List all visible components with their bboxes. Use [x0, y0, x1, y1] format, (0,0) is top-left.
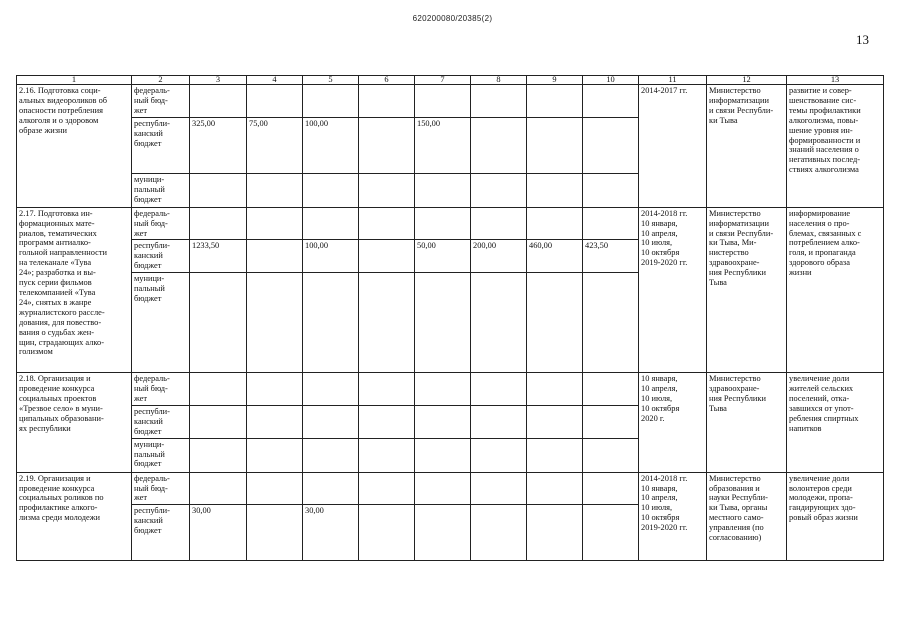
timeline: 10 января, 10 апреля, 10 июля, 10 октября 2020 г.: [639, 373, 707, 472]
column-number: 2: [132, 76, 190, 85]
funding-value: [359, 117, 415, 173]
column-number: 1: [17, 76, 132, 85]
funding-value: [303, 405, 359, 438]
funding-value: 423,50: [583, 240, 639, 273]
funding-value: [247, 173, 303, 207]
funding-value: [583, 273, 639, 373]
funding-value: [247, 373, 303, 406]
funding-source: федераль- ный бюд- жет: [132, 207, 190, 240]
funding-value: [471, 117, 527, 173]
executor: Министерство информатизации и связи Республи- ки Тыва: [707, 85, 787, 208]
funding-value: [471, 373, 527, 406]
funding-value: 75,00: [247, 117, 303, 173]
column-number: 7: [415, 76, 471, 85]
funding-value: [247, 405, 303, 438]
program-table: [16, 75, 884, 561]
column-number: 9: [527, 76, 583, 85]
funding-source: муници- пальный бюджет: [132, 273, 190, 373]
funding-value: [190, 438, 247, 472]
funding-value: [190, 207, 247, 240]
funding-value: [190, 373, 247, 406]
funding-value: [247, 472, 303, 505]
funding-value: [359, 173, 415, 207]
funding-source: республи- канский бюджет: [132, 405, 190, 438]
funding-source: республи- канский бюджет: [132, 117, 190, 173]
funding-value: [303, 173, 359, 207]
funding-source: муници- пальный бюджет: [132, 173, 190, 207]
funding-value: [583, 472, 639, 505]
funding-value: [471, 405, 527, 438]
funding-source: федераль- ный бюд- жет: [132, 373, 190, 406]
funding-value: [415, 405, 471, 438]
funding-value: 30,00: [190, 505, 247, 561]
page-number: 13: [856, 32, 869, 47]
column-number: 12: [707, 76, 787, 85]
funding-value: [527, 117, 583, 173]
funding-value: [247, 273, 303, 373]
table-row: [17, 373, 884, 406]
funding-value: [527, 273, 583, 373]
funding-value: 50,00: [415, 240, 471, 273]
funding-value: [471, 173, 527, 207]
timeline: 2014-2017 гг.: [639, 85, 707, 208]
expected-result: увеличение доли жителей сельских поселений, отка- завшихся от упот- ребления спиртных напитков: [787, 373, 884, 472]
funding-value: [303, 207, 359, 240]
funding-value: [415, 472, 471, 505]
funding-value: [471, 207, 527, 240]
funding-value: 200,00: [471, 240, 527, 273]
column-number: 6: [359, 76, 415, 85]
funding-value: [247, 207, 303, 240]
funding-source: республи- канский бюджет: [132, 240, 190, 273]
table-row: [17, 85, 884, 118]
funding-value: [527, 207, 583, 240]
column-number: 5: [303, 76, 359, 85]
timeline: 2014-2018 гг. 10 января, 10 апреля, 10 июля, 10 октября 2019-2020 гг.: [639, 472, 707, 561]
funding-value: [527, 472, 583, 505]
funding-value: [415, 207, 471, 240]
funding-value: [415, 85, 471, 118]
funding-value: [303, 373, 359, 406]
column-number: 13: [787, 76, 884, 85]
funding-value: [583, 207, 639, 240]
funding-value: [527, 505, 583, 561]
timeline: 2014-2018 гг. 10 января, 10 апреля, 10 июля, 10 октября 2019-2020 гг.: [639, 207, 707, 372]
funding-value: [247, 85, 303, 118]
funding-value: [359, 85, 415, 118]
measure-name: 2.18. Организация и проведение конкурса социальных проектов «Трезвое село» в муни- ципальных образовани- ях республики: [17, 373, 132, 472]
funding-value: [583, 85, 639, 118]
funding-value: [527, 373, 583, 406]
funding-value: [471, 438, 527, 472]
funding-value: [471, 85, 527, 118]
funding-value: [303, 85, 359, 118]
funding-value: [359, 207, 415, 240]
funding-value: [247, 505, 303, 561]
funding-value: 150,00: [415, 117, 471, 173]
funding-value: [247, 438, 303, 472]
funding-value: 30,00: [303, 505, 359, 561]
column-number: 4: [247, 76, 303, 85]
funding-value: 325,00: [190, 117, 247, 173]
measure-name: 2.19. Организация и проведение конкурса социальных роликов по профилактике алкого- лизма среди молодежи: [17, 472, 132, 561]
funding-value: [303, 472, 359, 505]
funding-value: [583, 117, 639, 173]
funding-source: федераль- ный бюд- жет: [132, 472, 190, 505]
funding-value: [527, 438, 583, 472]
funding-value: 1233,50: [190, 240, 247, 273]
funding-value: [415, 505, 471, 561]
funding-value: [415, 373, 471, 406]
executor: Министерство образования и науки Республи- ки Тыва, органы местного само- управления (по согласованию): [707, 472, 787, 561]
funding-value: [359, 273, 415, 373]
document-code: 620200080/20385(2): [412, 14, 493, 23]
table-row: [17, 207, 884, 240]
funding-value: [583, 505, 639, 561]
funding-value: 100,00: [303, 117, 359, 173]
funding-value: [303, 438, 359, 472]
table-row: [17, 472, 884, 505]
funding-source: федераль- ный бюд- жет: [132, 85, 190, 118]
funding-value: [415, 438, 471, 472]
funding-value: [527, 405, 583, 438]
funding-value: [359, 240, 415, 273]
measure-name: 2.17. Подготовка ин- формационных мате- риалов, тематических программ антиалко- гольной направленности на телеканале «Тува 24»; разработка и вы- пуск серии фильмов телекомпанией «Тува 24», снятых в жанре журналистского рассле- дования, для повество- вания о судьбах жен- щин, страдающих алко- голизмом: [17, 207, 132, 372]
executor: Министерство здравоохране- ния Республики Тыва: [707, 373, 787, 472]
funding-value: [359, 472, 415, 505]
funding-value: [415, 173, 471, 207]
funding-value: [471, 472, 527, 505]
funding-value: [190, 173, 247, 207]
column-number: 11: [639, 76, 707, 85]
funding-value: [190, 405, 247, 438]
funding-value: [190, 472, 247, 505]
expected-result: информирование населения о про- блемах, связанных с потреблением алко- голя, и пропаганда здорового образа жизни: [787, 207, 884, 372]
funding-value: [583, 438, 639, 472]
funding-value: [583, 405, 639, 438]
funding-value: [190, 273, 247, 373]
column-number: 3: [190, 76, 247, 85]
funding-value: [415, 273, 471, 373]
funding-value: [583, 373, 639, 406]
funding-value: 460,00: [527, 240, 583, 273]
funding-value: [583, 173, 639, 207]
funding-value: [471, 273, 527, 373]
expected-result: увеличение доли волонтеров среди молодежи, пропа- гандирующих здо- ровый образ жизни: [787, 472, 884, 561]
funding-value: [359, 438, 415, 472]
funding-value: [303, 273, 359, 373]
funding-source: муници- пальный бюджет: [132, 438, 190, 472]
funding-value: [527, 173, 583, 207]
measure-name: 2.16. Подготовка соци- альных видеороликов об опасности потребления алкоголя и о здоровом образе жизни: [17, 85, 132, 208]
executor: Министерство информатизации и связи Республи- ки Тыва, Ми- нистерство здравоохране- ния Республики Тыва: [707, 207, 787, 372]
funding-value: 100,00: [303, 240, 359, 273]
funding-value: [359, 405, 415, 438]
funding-value: [359, 505, 415, 561]
funding-value: [190, 85, 247, 118]
column-number-row: [17, 76, 884, 85]
column-number: 8: [471, 76, 527, 85]
funding-source: республи- канский бюджет: [132, 505, 190, 561]
funding-value: [471, 505, 527, 561]
funding-value: [359, 373, 415, 406]
funding-value: [247, 240, 303, 273]
expected-result: развитие и совер- шенствование сис- темы профилактики алкоголизма, повы- шение уровня ин- формированности и знаний населения о негативных послед- ствиях алкоголизма: [787, 85, 884, 208]
funding-value: [527, 85, 583, 118]
column-number: 10: [583, 76, 639, 85]
